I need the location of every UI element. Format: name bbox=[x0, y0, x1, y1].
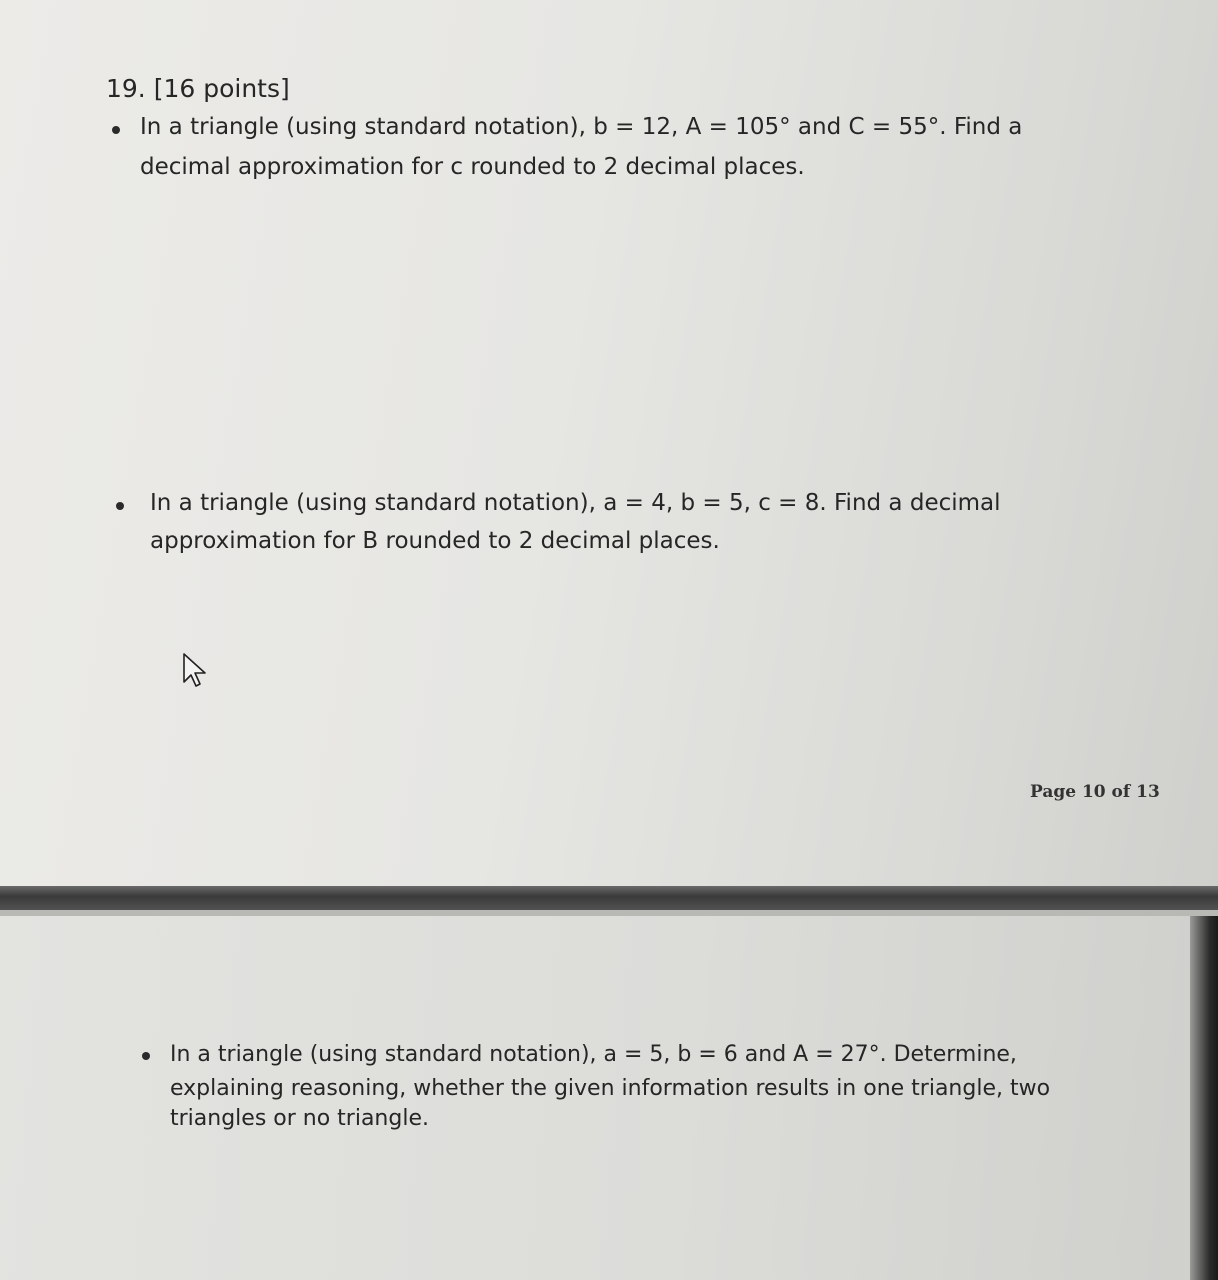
item-1-line-1: In a triangle (using standard notation), b = 12, A = 105° and C = 55°. Find a bbox=[140, 114, 1023, 140]
item-2-line-2: approximation for B rounded to 2 decimal places. bbox=[150, 528, 720, 554]
bullet-2 bbox=[116, 502, 124, 510]
question-heading: 19. [16 points] bbox=[106, 74, 290, 103]
page-number: Page 10 of 13 bbox=[1030, 782, 1160, 802]
item-3-line-1: In a triangle (using standard notation), a = 5, b = 6 and A = 27°. Determine, bbox=[170, 1042, 1017, 1067]
page-break-divider bbox=[0, 886, 1218, 912]
bullet-3 bbox=[142, 1052, 150, 1060]
item-1-line-2: decimal approximation for c rounded to 2 decimal places. bbox=[140, 154, 805, 180]
item-3-line-2: explaining reasoning, whether the given information results in one triangle, two bbox=[170, 1076, 1051, 1101]
mouse-pointer-icon bbox=[180, 652, 210, 692]
monitor-bezel bbox=[1190, 916, 1218, 1280]
item-3-line-3: triangles or no triangle. bbox=[170, 1106, 429, 1131]
item-2-line-1: In a triangle (using standard notation), a = 4, b = 5, c = 8. Find a decimal bbox=[150, 490, 1001, 516]
bullet-1 bbox=[112, 126, 120, 134]
